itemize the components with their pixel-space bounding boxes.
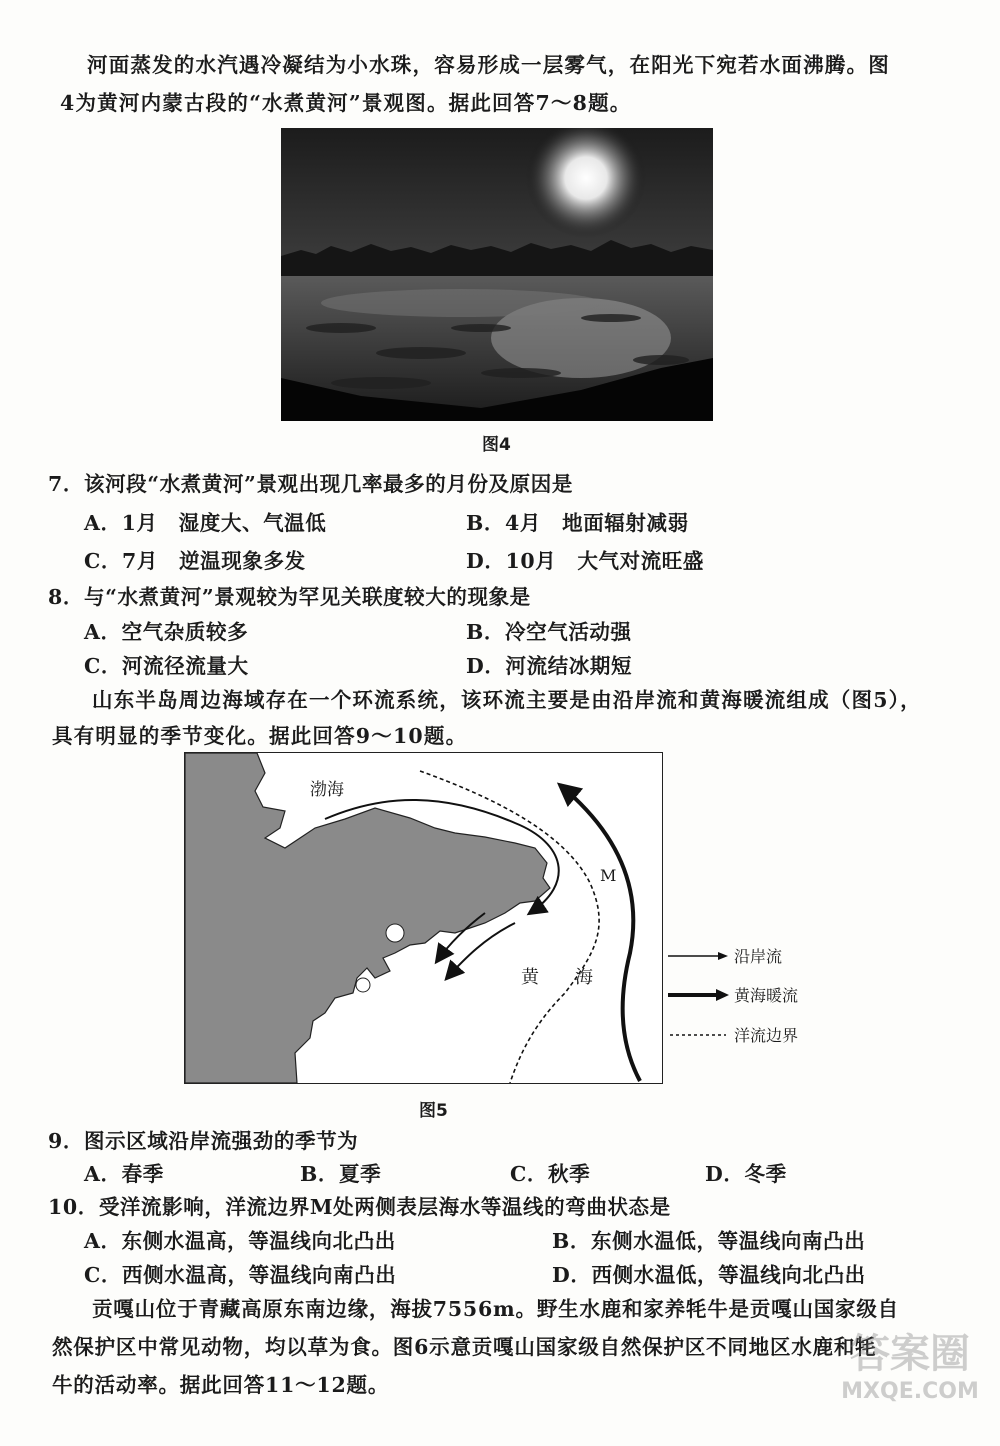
watermark-title: 答案圈 <box>850 1331 970 1377</box>
question-7-stem: 7．该河段“水煮黄河”景观出现几率最多的月份及原因是 <box>48 472 573 496</box>
intro-3-line-2: 然保护区中常见动物，均以草为食。图6示意贡嘎山国家级自然保护区不同地区水鹿和牦 <box>52 1335 877 1359</box>
label-hai: 海 <box>575 967 593 988</box>
intro-paragraph-2 <box>52 682 922 754</box>
question-7-option-b: B．4月 地面辐射减弱 <box>466 511 689 535</box>
intro-2-line-1: 山东半岛周边海域存在一个环流系统，该环流主要是由沿岸流和黄海暖流组成（图5）， <box>92 688 922 712</box>
legend-coastal-current <box>668 944 782 967</box>
question-8-stem: 8．与“水煮黄河”景观较为罕见关联度较大的现象是 <box>48 585 531 609</box>
intro-1-line-2: 4为黄河内蒙古段的“水煮黄河”景观图。据此回答7～8题。 <box>60 91 632 115</box>
intro-1-line-1: 河面蒸发的水汽遇冷凝结为小水珠，容易形成一层雾气，在阳光下宛若水面沸腾。图 <box>87 53 890 77</box>
legend-boundary-label: 洋流边界 <box>734 1026 799 1045</box>
legend-warm-current-label: 黄海暖流 <box>734 986 799 1005</box>
yellow-sea-warm-current <box>560 785 640 1081</box>
question-10-option-b: B．东侧水温低，等温线向南凸出 <box>552 1229 866 1253</box>
question-8-option-d: D．河流结冰期短 <box>466 654 633 678</box>
map-illustration <box>185 753 662 1083</box>
dashed-line-icon <box>668 1029 730 1041</box>
question-10-option-a: A．东侧水温高，等温线向北凸出 <box>84 1229 396 1253</box>
thick-arrow-icon <box>668 988 730 1002</box>
figure-5-caption: 图5 <box>419 1101 448 1121</box>
figure-5-map <box>184 752 663 1084</box>
question-8-option-b: B．冷空气活动强 <box>466 620 632 644</box>
label-bohai: 渤海 <box>310 780 344 800</box>
question-9-option-d: D．冬季 <box>705 1162 787 1186</box>
question-9-option-c: C．秋季 <box>510 1162 591 1186</box>
question-7-option-c: C．7月 逆温现象多发 <box>84 549 306 573</box>
question-9-option-a: A．春季 <box>84 1162 164 1186</box>
question-8-option-c: C．河流径流量大 <box>84 654 249 678</box>
question-7-option-d: D．10月 大气对流旺盛 <box>466 549 705 573</box>
legend-boundary <box>668 1023 798 1046</box>
question-10-stem: 10．受洋流影响，洋流边界M处两侧表层海水等温线的弯曲状态是 <box>48 1195 671 1219</box>
label-huang: 黄 <box>521 967 539 988</box>
question-10-option-d: D．西侧水温低，等温线向北凸出 <box>552 1263 866 1287</box>
yellow-river-fog-photo <box>281 128 713 421</box>
figure-4-caption: 图4 <box>482 435 511 455</box>
legend-warm-current <box>668 983 798 1006</box>
question-10-option-c: C．西侧水温高，等温线向南凸出 <box>84 1263 397 1287</box>
land-shandong <box>185 753 550 1083</box>
thin-arrow-icon <box>668 950 730 962</box>
watermark-url: MXQE.COM <box>841 1379 979 1404</box>
intro-2-line-2: 具有明显的季节变化。据此回答9～10题。 <box>52 724 468 748</box>
label-m: M <box>600 866 617 885</box>
question-9-option-b: B．夏季 <box>300 1162 382 1186</box>
question-7-option-a: A．1月 湿度大、气温低 <box>84 511 327 535</box>
site-watermark <box>840 1322 980 1432</box>
intro-3-line-1: 贡嘎山位于青藏高原东南边缘，海拔7556m。野生水鹿和家养牦牛是贡嘎山国家级自 <box>92 1297 899 1321</box>
legend-coastal-current-label: 沿岸流 <box>734 947 783 966</box>
intro-paragraph-3 <box>52 1290 899 1404</box>
intro-3-line-3: 牛的活动率。据此回答11～12题。 <box>52 1373 390 1397</box>
question-9-stem: 9．图示区域沿岸流强劲的季节为 <box>48 1129 359 1153</box>
question-8-option-a: A．空气杂质较多 <box>84 620 249 644</box>
photo-illustration <box>281 128 713 421</box>
intro-paragraph-1 <box>60 46 890 122</box>
